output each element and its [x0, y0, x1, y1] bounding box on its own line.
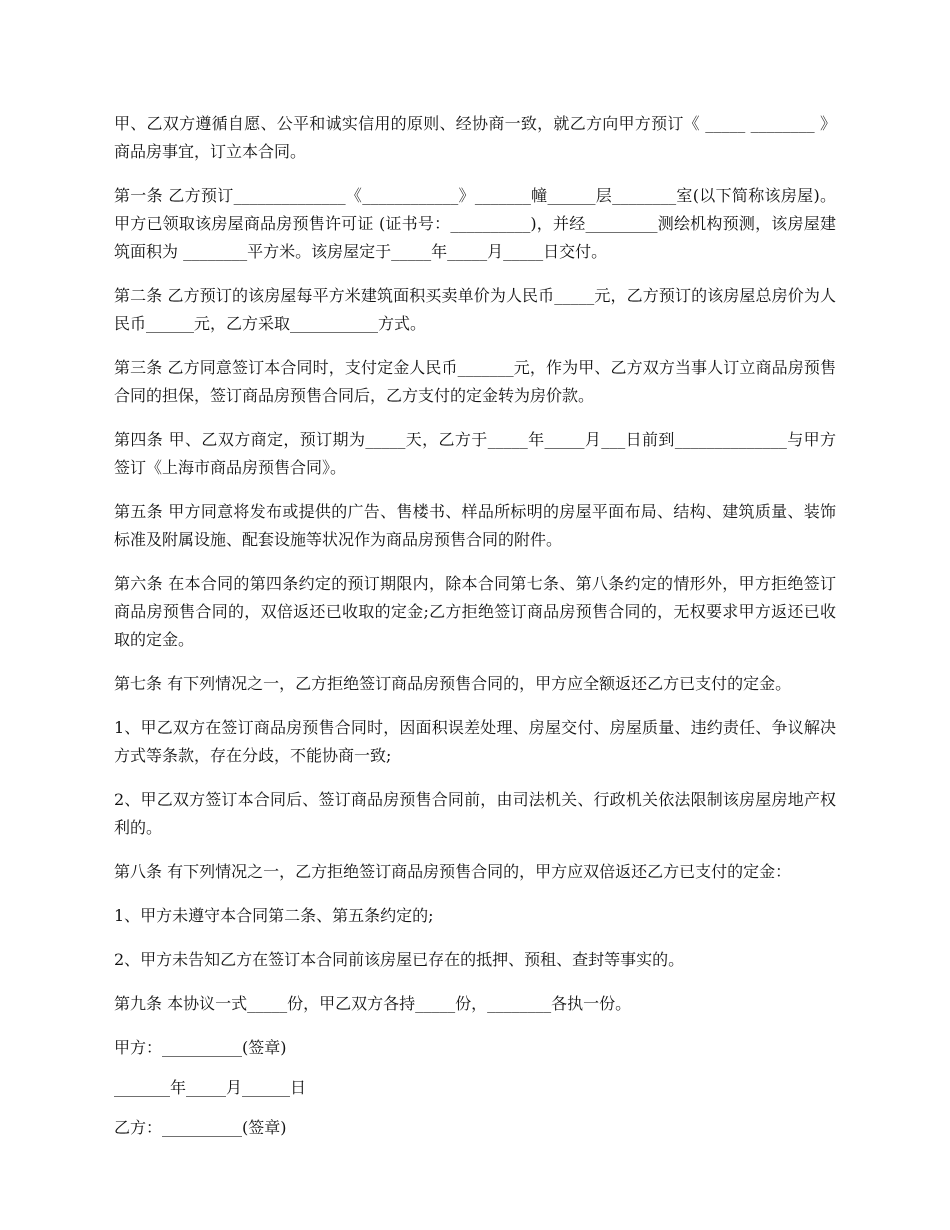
article-6: 第六条 在本合同的第四条约定的预订期限内，除本合同第七条、第八条约定的情形外，甲方拒绝签订商品房预售合同的，双倍返还已收取的定金;乙方拒绝签订商品房预售合同的，无权要求甲方返还已收取的定金。 [114, 574, 836, 649]
party-b-signature: 乙方：__________(签章) [114, 1118, 287, 1137]
article-1: 第一条 乙方预订______________《____________》_______幢______层________室(以下简称该房屋)。甲方已领取该房屋商品房预售许可证 (证书号：__________)，并经_________测绘机构预测，该房屋建筑面积为 ________平方米。该房屋定于_____年_____月_____日交付。 [114, 186, 836, 261]
party-a-signature: 甲方：__________(签章) [114, 1038, 287, 1057]
article-7-item-2: 2、甲乙双方签订本合同后、签订商品房预售合同前，由司法机关、行政机关依法限制该房屋房地产权利的。 [114, 790, 836, 837]
article-8-item-1: 1、甲方未遵守本合同第二条、第五条约定的; [114, 906, 434, 925]
article-8: 第八条 有下列情况之一，乙方拒绝签订商品房预售合同的，甲方应双倍返还乙方已支付的定金： [114, 862, 792, 881]
article-4: 第四条 甲、乙双方商定，预订期为_____天，乙方于_____年_____月___日前到______________与甲方签订《上海市商品房预售合同》。 [114, 430, 836, 477]
article-7-item-1: 1、甲乙双方在签订商品房预售合同时，因面积误差处理、房屋交付、房屋质量、违约责任、争议解决方式等条款，存在分歧，不能协商一致; [114, 718, 836, 765]
article-7: 第七条 有下列情况之一，乙方拒绝签订商品房预售合同的，甲方应全额返还乙方已支付的定金。 [114, 674, 792, 693]
contract-document [114, 110, 836, 1154]
article-2: 第二条 乙方预订的该房屋每平方米建筑面积买卖单价为人民币_____元，乙方预订的该房屋总房价为人民币______元，乙方采取___________方式。 [114, 286, 836, 333]
article-3: 第三条 乙方同意签订本合同时，支付定金人民币_______元，作为甲、乙方双方当事人订立商品房预售合同的担保，签订商品房预售合同后，乙方支付的定金转为房价款。 [114, 358, 836, 405]
article-5: 第五条 甲方同意将发布或提供的广告、售楼书、样品所标明的房屋平面布局、结构、建筑质量、装饰标准及附属设施、配套设施等状况作为商品房预售合同的附件。 [114, 502, 836, 549]
signing-date: _______年_____月______日 [114, 1078, 307, 1097]
article-9: 第九条 本协议一式_____份，甲乙双方各持_____份，________各执一份。 [114, 994, 632, 1013]
intro-paragraph: 甲、乙双方遵循自愿、公平和诚实信用的原则、经协商一致，就乙方向甲方预订《 _____ ________ 》商品房事宜，订立本合同。 [114, 114, 836, 161]
article-8-item-2: 2、甲方未告知乙方在签订本合同前该房屋已存在的抵押、预租、查封等事实的。 [114, 950, 685, 969]
